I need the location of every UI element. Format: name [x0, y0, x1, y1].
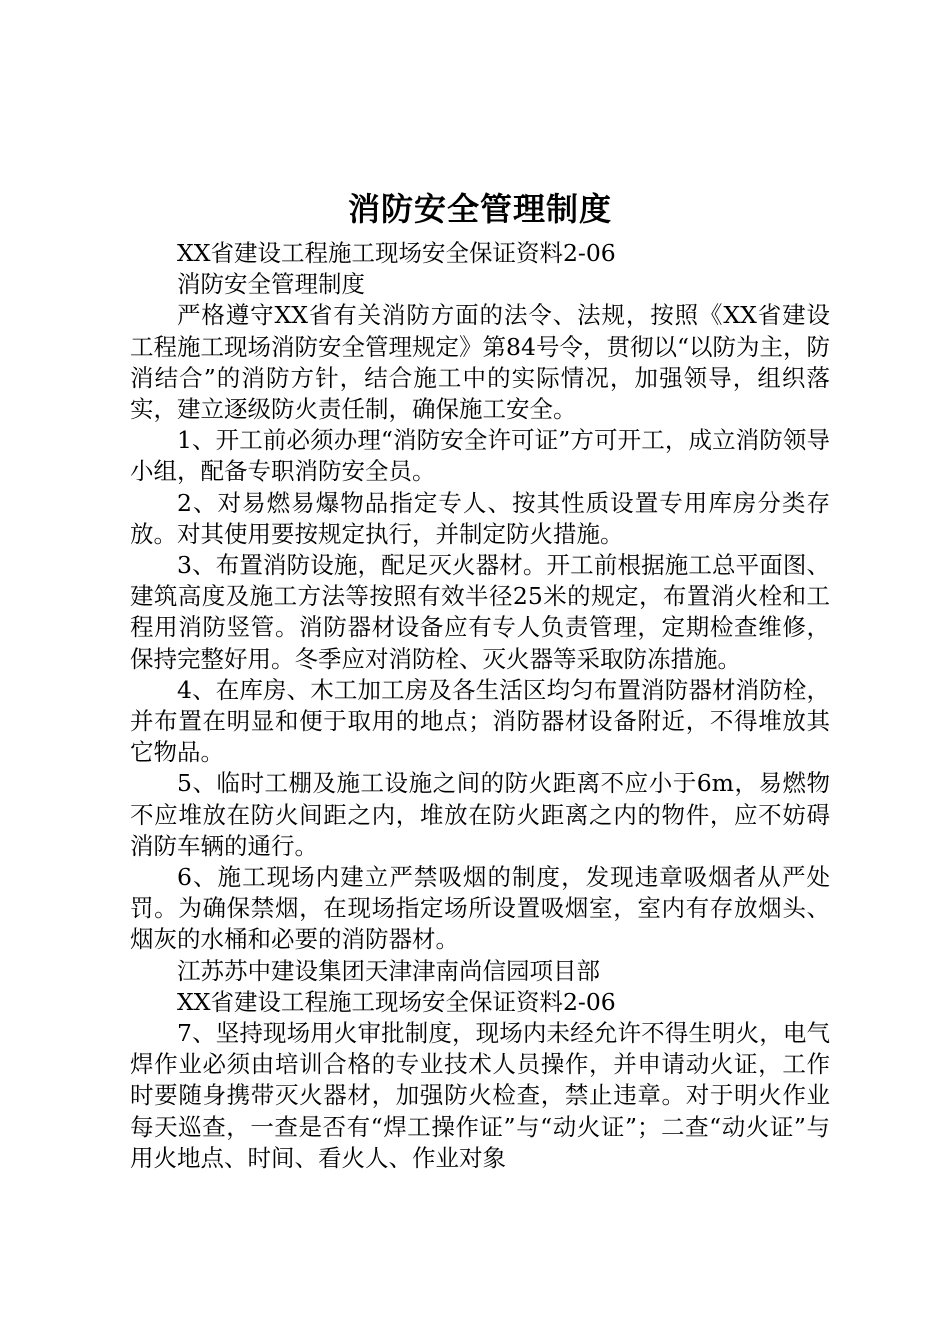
clause-1: 1、开工前必须办理“消防安全许可证”方可开工，成立消防领导小组，配备专职消防安全员。	[130, 426, 830, 486]
document-page	[130, 180, 830, 1174]
header-line: XX省建设工程施工现场安全保证资料2-06	[177, 239, 616, 267]
clause-2: 2、对易燃易爆物品指定专人、按其性质设置专用库房分类存放。对其使用要按规定执行，并制定防火措施。	[130, 488, 830, 548]
organization-line: 江苏苏中建设集团天津津南尚信园项目部	[177, 956, 600, 985]
clause-7: 7、坚持现场用火审批制度，现场内未经允许不得生明火，电气焊作业必须由培训合格的专业技术人员操作，并申请动火证，工作时要随身携带灭火器材，加强防火检查，禁止违章。对于明火作业每天巡查，一查是否有“焊工操作证”与“动火证”；二查“动火证”与用火地点、时间、看火人、作业对象	[130, 1019, 830, 1172]
header-line-repeat: XX省建设工程施工现场安全保证资料2-06	[177, 987, 616, 1016]
document-title: 消防安全管理制度	[347, 190, 612, 228]
intro-paragraph: 严格遵守XX省有关消防方面的法令、法规，按照《XX省建设工程施工现场消防安全管理规定》第84号令，贯彻以“以防为主，防消结合”的消防方针，结合施工中的实际情况，加强领导，组织落实，建立逐级防火责任制，确保施工安全。	[130, 301, 830, 424]
clause-5: 5、临时工棚及施工设施之间的防火距离不应小于6m，易燃物不应堆放在防火间距之内，堆放在防火距离之内的物件，应不妨碍消防车辆的通行。	[130, 769, 830, 860]
clause-4: 4、在库房、木工加工房及各生活区均匀布置消防器材消防栓，并布置在明显和便于取用的地点；消防器材设备附近，不得堆放其它物品。	[130, 675, 830, 767]
subtitle-line: 消防安全管理制度	[177, 270, 365, 299]
clause-6: 6、施工现场内建立严禁吸烟的制度，发现违章吸烟者从严处罚。为确保禁烟，在现场指定场所设置吸烟室，室内有存放烟头、烟灰的水桶和必要的消防器材。	[130, 863, 830, 954]
clause-3: 3、布置消防设施，配足灭火器材。开工前根据施工总平面图、建筑高度及施工方法等按照有效半径25米的规定，布置消火栓和工程用消防竖管。消防器材设备应有专人负责管理，定期检查维修，保持完整好用。冬季应对消防栓、灭火器等采取防冻措施。	[130, 551, 830, 673]
